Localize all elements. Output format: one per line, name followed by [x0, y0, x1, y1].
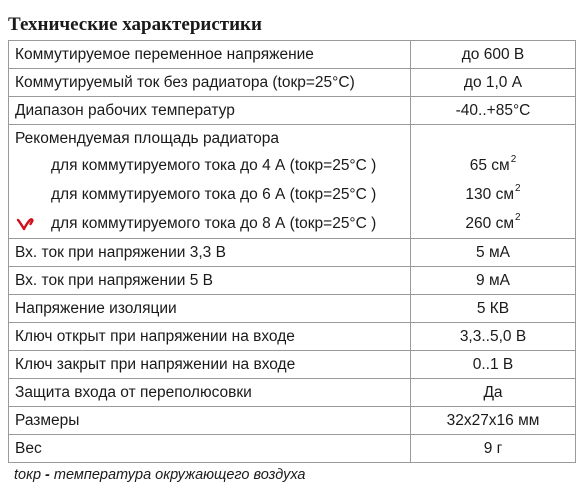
spec-name: Ключ открыт при напряжении на входе: [9, 323, 411, 351]
footnote-dash: -: [45, 467, 50, 483]
table-row: [9, 407, 576, 435]
footnote-definition: температура окружающего воздуха: [53, 467, 306, 483]
table-row: [9, 379, 576, 407]
footnote-term: tокр: [14, 467, 42, 483]
spec-value: 3,3..5,0 В: [411, 323, 576, 351]
radiator-subrow-label: для коммутируемого тока до 4 А (tокр=25°C ): [51, 157, 377, 174]
spec-name: Диапазон рабочих температур: [9, 97, 411, 125]
spec-name: Коммутируемое переменное напряжение: [9, 41, 411, 69]
spec-name: Ключ закрыт при напряжении на входе: [9, 351, 411, 379]
spec-name: Размеры: [9, 407, 411, 435]
spec-name: Вх. ток при напряжении 3,3 В: [9, 239, 411, 267]
radiator-subrow-name: [15, 180, 410, 209]
spec-name: Коммутируемый ток без радиатора (tокр=25°C): [9, 69, 411, 97]
spec-value: 9 мА: [411, 267, 576, 295]
radiator-subrow-name: [15, 151, 410, 180]
radiator-subrow-label: для коммутируемого тока до 6 А (tокр=25°C ): [51, 186, 377, 203]
table-row: [9, 435, 576, 463]
radiator-group-value-empty: [411, 125, 575, 151]
spec-value: 5 КВ: [411, 295, 576, 323]
radiator-subrow-label: для коммутируемого тока до 8 А (tокр=25°C ): [51, 215, 377, 232]
radiator-subrow-name: [15, 209, 410, 238]
exponent: 2: [515, 183, 521, 194]
exponent: 2: [510, 154, 517, 165]
spec-value: 9 г: [411, 435, 576, 463]
table-row: [9, 97, 576, 125]
spec-name: Напряжение изоляции: [9, 295, 411, 323]
radiator-subrow-value: 260 $см^2$: [465, 212, 521, 232]
table-row: [9, 69, 576, 97]
radiator-subrow-value: 65 $см^2$: [469, 154, 517, 174]
spec-value: -40..+85°C: [411, 97, 576, 125]
radiator-group-row: [9, 125, 576, 239]
radiator-group-values: [411, 125, 576, 239]
footnote: [14, 467, 306, 483]
spec-value: 0..1 В: [411, 351, 576, 379]
spec-value: Да: [411, 379, 576, 407]
radiator-group-title: Рекомендуемая площадь радиатора: [15, 130, 279, 147]
table-row: [9, 239, 576, 267]
table-row: [9, 41, 576, 69]
check-mark-icon: [16, 216, 38, 232]
spec-value: 5 мА: [411, 239, 576, 267]
spec-value: до 1,0 А: [411, 69, 576, 97]
spec-name: Защита входа от переполюсовки: [9, 379, 411, 407]
table-row: [9, 295, 576, 323]
spec-name: Вх. ток при напряжении 5 В: [9, 267, 411, 295]
spec-table: [8, 40, 576, 463]
spec-name: Вес: [9, 435, 411, 463]
spec-value: 32x27x16 мм: [411, 407, 576, 435]
table-row: [9, 267, 576, 295]
exponent: 2: [515, 212, 521, 223]
spec-value: до 600 В: [411, 41, 576, 69]
table-row: [9, 323, 576, 351]
radiator-subrow-value: 130 $см^2$: [465, 183, 521, 203]
table-row: [9, 351, 576, 379]
radiator-group-names: [9, 125, 411, 239]
page-title: Технические характеристики: [8, 14, 262, 35]
